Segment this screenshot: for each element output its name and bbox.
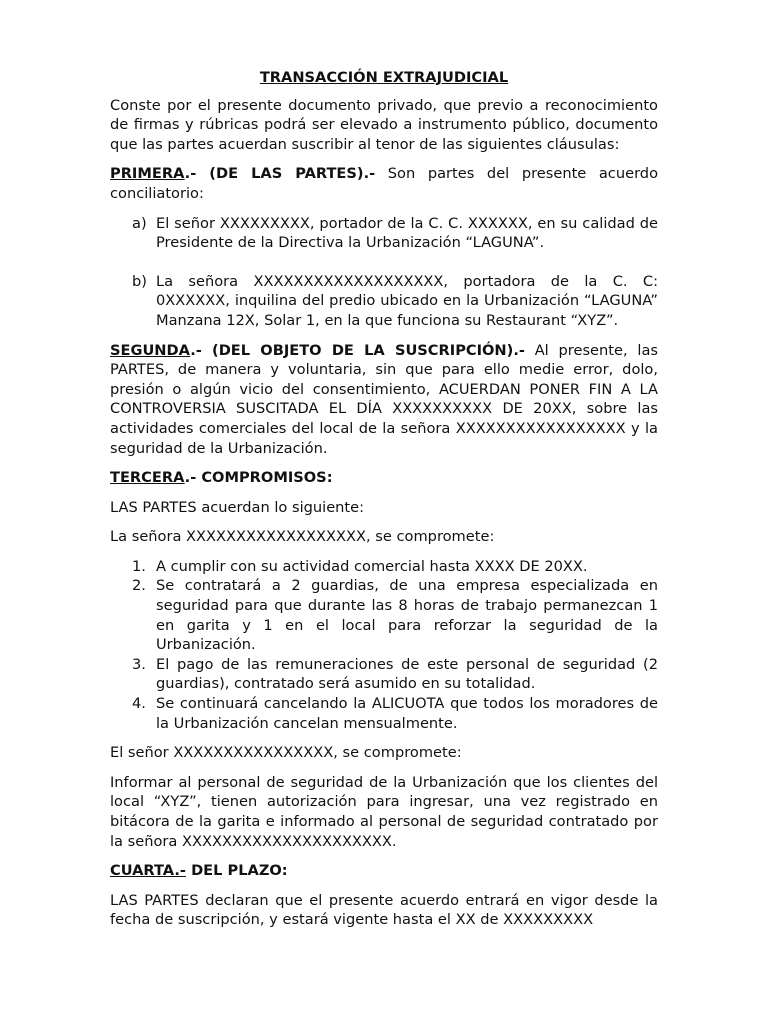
list-item-text: Se continuará cancelando la ALICUOTA que todos los moradores de la Urbanización cancelan mensualmente. — [156, 695, 658, 732]
clause-primera-text: Son partes del presente acuerdo conciliatorio: — [110, 165, 658, 202]
clause-tercera-heading: .- COMPROMISOS: — [184, 469, 333, 487]
clause-cuarta-label: CUARTA.- — [110, 862, 186, 880]
clause-segunda-label: SEGUNDA — [110, 341, 191, 359]
list-marker: 1. — [132, 557, 146, 575]
list-item — [110, 214, 658, 253]
senor-paragraph: El señor XXXXXXXXXXXXXXXX, se compromete: — [110, 744, 462, 762]
list-marker: 2. — [132, 577, 146, 595]
list-item — [110, 694, 658, 733]
clause-segunda-heading: .- (DEL OBJETO DE LA SUSCRIPCIÓN).- — [190, 341, 525, 359]
list-item-text: Se contratará a 2 guardias, de una empresa especializada en seguridad para que durante las 8 horas de trabajo permanezcan 1 en garita y 1 en el local para reforzar la seguridad de la Urbanización. — [156, 577, 658, 654]
list-item-text: La señora XXXXXXXXXXXXXXXXXXX, portadora de la C. C: 0XXXXXX, inquilina del predio ubicado en la Urbanización “LAGUNA” Manzana 12X, Solar 1, en la que funciona su Restaurant “XYZ”. — [156, 272, 658, 329]
list-item-text: El pago de las remuneraciones de este personal de seguridad (2 guardias), contratado será asumido en su totalidad. — [156, 655, 658, 693]
list-marker: 3. — [132, 655, 146, 673]
clause-primera-label: PRIMERA — [110, 165, 185, 183]
list-item — [110, 655, 658, 694]
list-marker: 4. — [132, 695, 146, 713]
parties-list — [110, 214, 658, 331]
partes-paragraph: LAS PARTES acuerdan lo siguiente: — [110, 498, 365, 516]
cuarta-paragraph: LAS PARTES declaran que el presente acuerdo entrará en vigor desde la fecha de suscripción, y estará vigente hasta el XX de XXXXXXXXX — [110, 891, 658, 929]
clause-cuarta — [110, 861, 658, 881]
intro-paragraph: Conste por el presente documento privado, que previo a reconocimiento de firmas y rúbricas podrá ser elevado a instrumento público, documento que las partes acuerdan suscribir al tenor de las siguientes cláusulas: — [110, 96, 658, 153]
list-item — [110, 557, 658, 577]
document-body — [110, 68, 658, 940]
clause-primera-heading: .- (DE LAS PARTES).- — [184, 165, 376, 183]
commitments-list — [110, 557, 658, 733]
clause-primera — [110, 164, 658, 203]
document-title: TRANSACCIÓN EXTRAJUDICIAL — [259, 69, 509, 86]
clause-segunda — [110, 341, 658, 459]
clause-tercera — [110, 468, 658, 488]
list-marker: a) — [132, 214, 147, 232]
senora-paragraph: La señora XXXXXXXXXXXXXXXXXX, se compromete: — [110, 528, 495, 546]
list-item — [110, 576, 658, 654]
clause-cuarta-heading: DEL PLAZO: — [185, 862, 288, 880]
informar-paragraph: Informar al personal de seguridad de la Urbanización que los clientes del local “XYZ”, tienen autorización para ingresar, una vez registrado en bitácora de la garita e informado al personal de seguridad contratado por la señora XXXXXXXXXXXXXXXXXXXXX. — [110, 773, 658, 850]
list-item-text: A cumplir con su actividad comercial hasta XXXX DE 20XX. — [156, 557, 588, 575]
clause-segunda-text: Al presente, las PARTES, de manera y voluntaria, sin que para ello medie error, dolo, presión o algún vicio del consentimiento, ACUERDAN PONER FIN A LA CONTROVERSIA SUSCITADA EL DÍA XXXXXXXXXX DE 20XX, sobre las actividades comerciales del local de la señora XXXXXXXXXXXXXXXXX y la seguridad de la Urbanización. — [110, 341, 658, 457]
list-marker: b) — [132, 272, 147, 290]
clause-tercera-label: TERCERA — [110, 469, 185, 487]
list-item-text: El señor XXXXXXXXX, portador de la C. C. XXXXXX, en su calidad de Presidente de la Directiva la Urbanización “LAGUNA”. — [156, 214, 658, 252]
list-item — [110, 272, 658, 331]
